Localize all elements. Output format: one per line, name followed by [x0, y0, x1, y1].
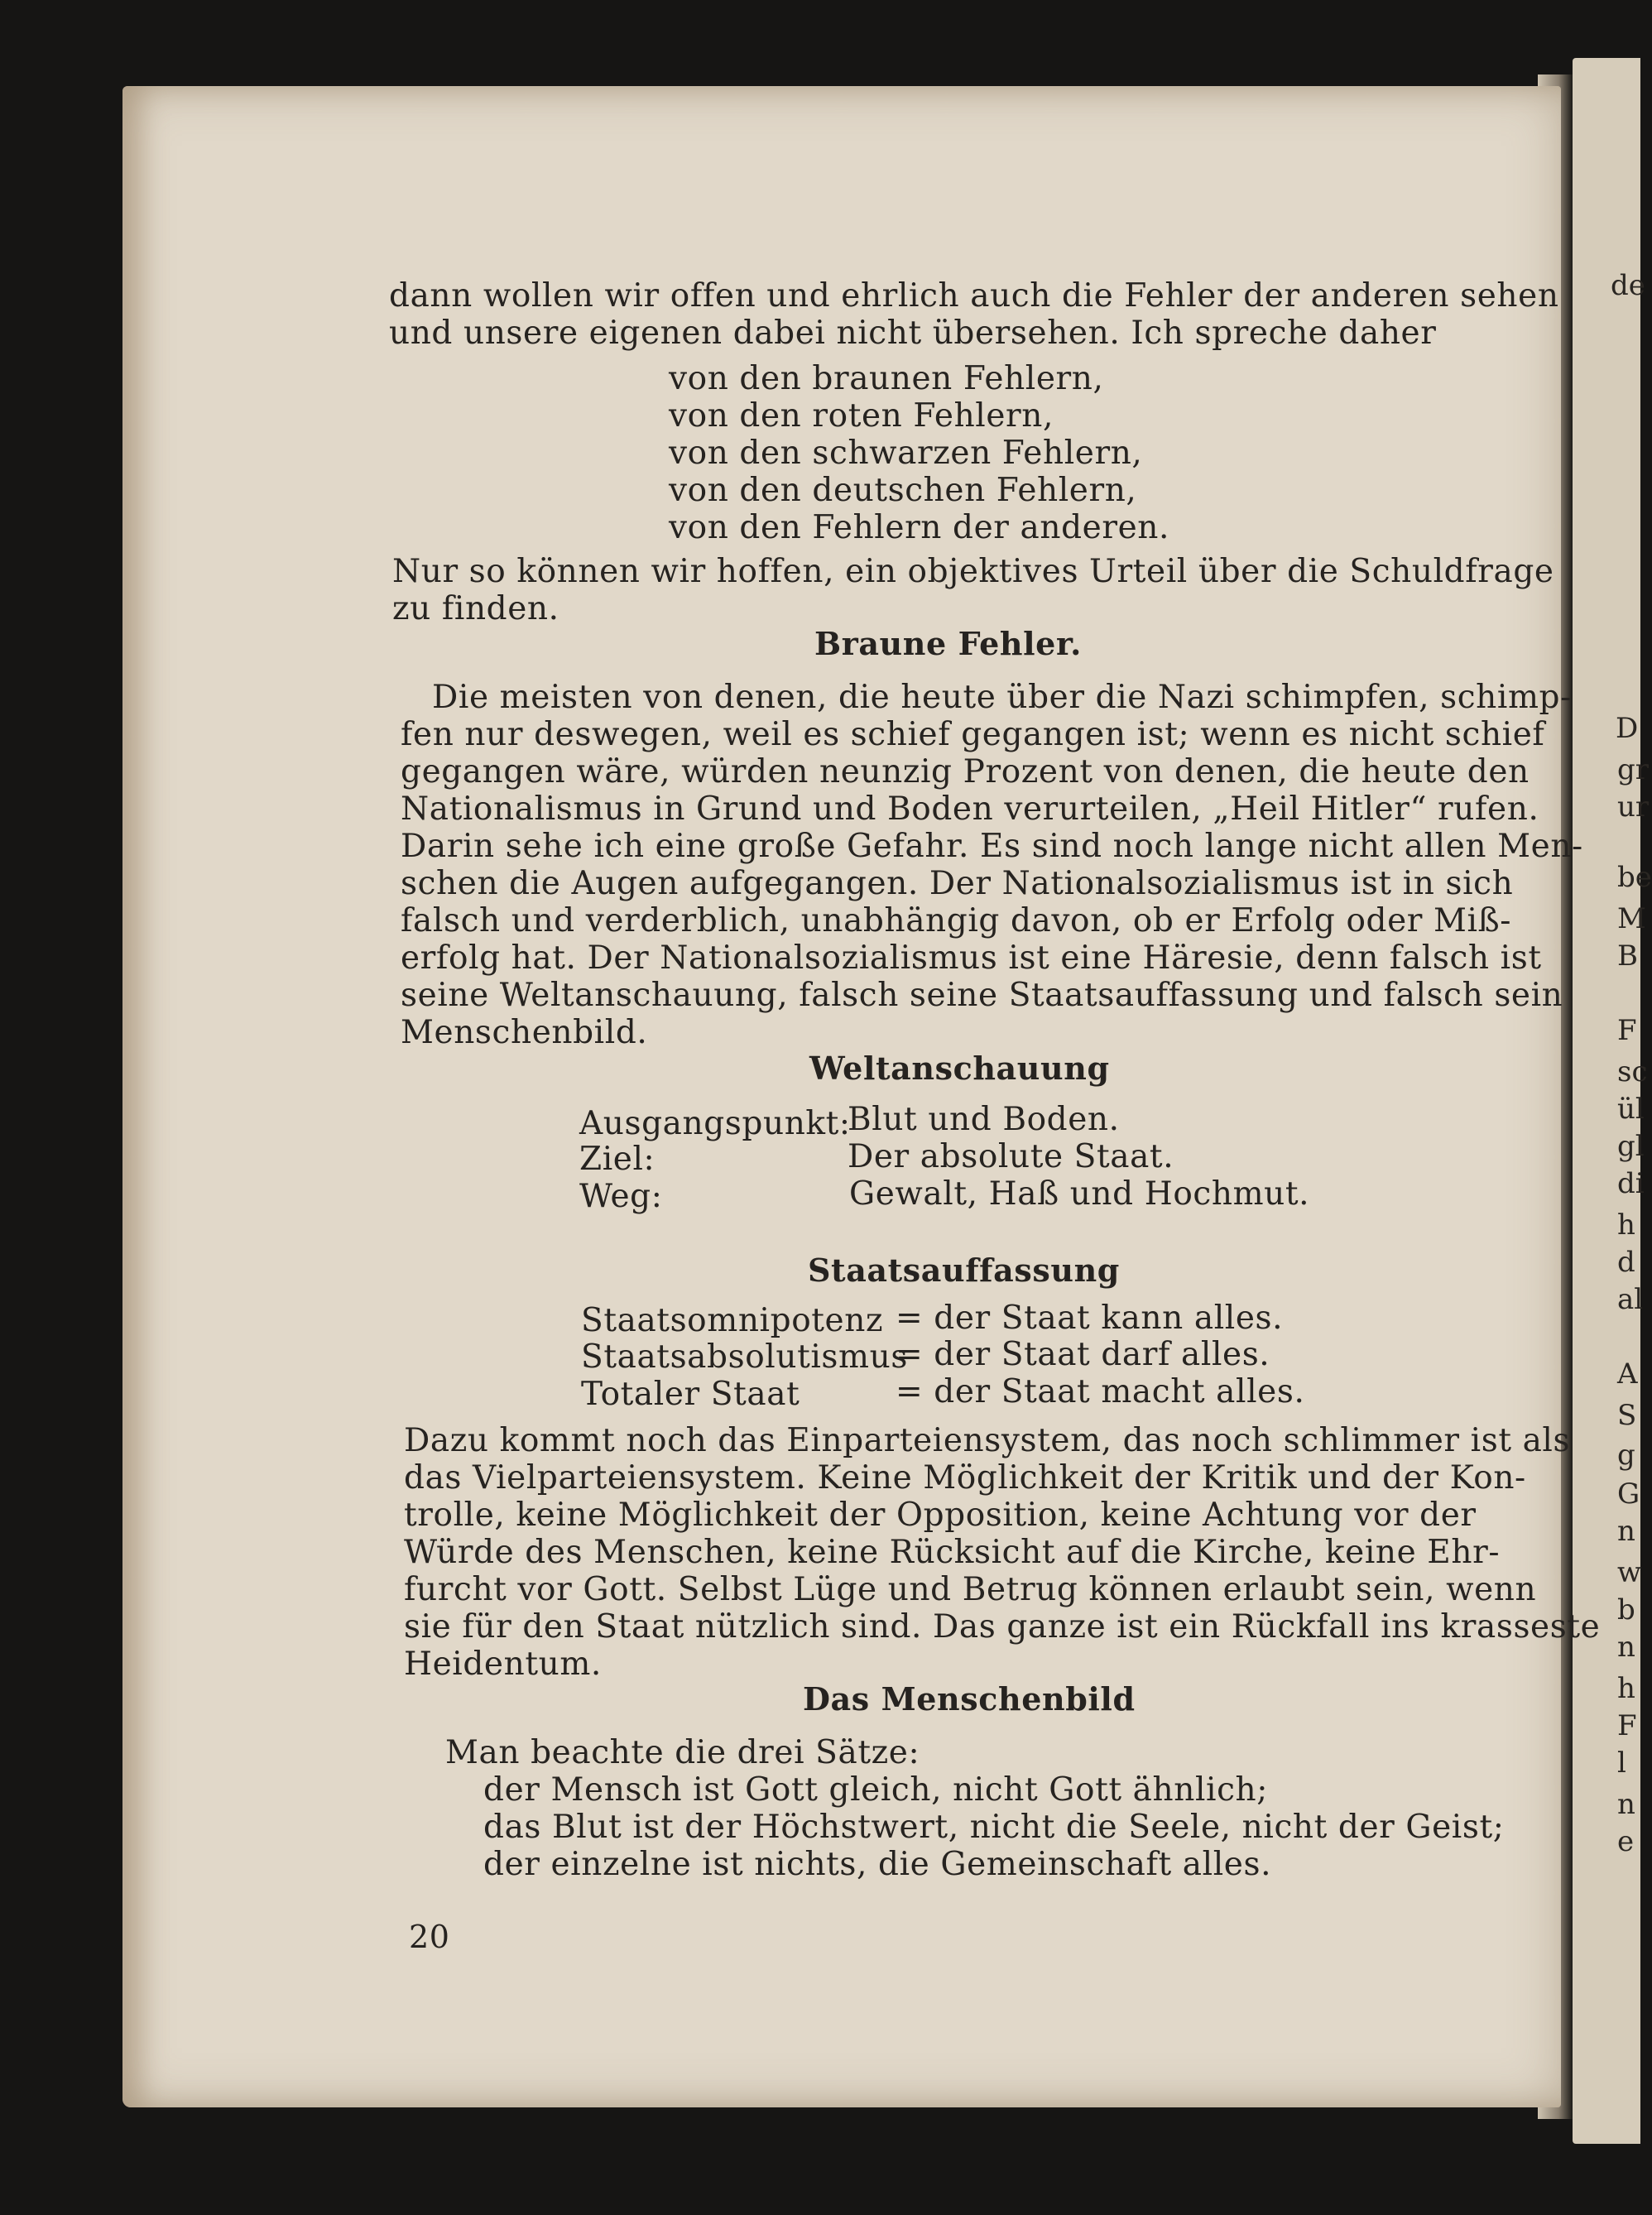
text-line: sie für den Staat nützlich sind. Das ganze ist ein Rückfall ins krasseste [404, 1608, 1601, 1646]
list-item: von den schwarzen Fehlern, [669, 435, 1143, 472]
adjacent-page-fragment: al [1617, 1283, 1644, 1316]
adjacent-page-fragment: di [1617, 1167, 1645, 1200]
text-line: schen die Augen aufgegangen. Der Nationalsozialismus ist in sich [401, 865, 1514, 902]
list-item: das Blut ist der Höchstwert, nicht die Seele, nicht der Geist; [483, 1809, 1505, 1846]
text-line: fen nur deswegen, weil es schief gegangen ist; wenn es nicht schief [401, 716, 1545, 753]
adjacent-page-fragment: de [1611, 269, 1645, 302]
adjacent-page-fragment: ur [1617, 790, 1650, 824]
adjacent-page-fragment: g [1617, 1439, 1635, 1472]
adjacent-page-fragment: n [1617, 1631, 1635, 1664]
text-line: Man beachte die drei Sätze: [445, 1734, 920, 1771]
definition-value: Gewalt, Haß und Hochmut. [849, 1175, 1310, 1213]
adjacent-page-fragment: S [1617, 1399, 1637, 1432]
section-heading-menschenbild: Das Menschenbild [803, 1680, 1136, 1718]
adjacent-page-fragment: d [1617, 1246, 1635, 1279]
list-item: von den braunen Fehlern, [669, 360, 1104, 397]
text-line: Darin sehe ich eine große Gefahr. Es sind noch lange nicht allen Men- [401, 828, 1583, 865]
adjacent-page-fragment: A [1617, 1357, 1638, 1391]
adjacent-page-fragment: gr [1617, 753, 1650, 786]
adjacent-page-fragment: n [1617, 1788, 1635, 1821]
text-line: trolle, keine Möglichkeit der Opposition, keine Achtung vor der [404, 1497, 1477, 1534]
adjacent-page-fragment: b [1617, 1593, 1635, 1626]
adjacent-page-fragment: e [1617, 1825, 1635, 1858]
text-line: Nur so können wir hoffen, ein objektives Urteil über die Schuldfrage [392, 553, 1554, 590]
adjacent-page-fragment: F [1617, 1709, 1637, 1742]
definition-label: Totaler Staat [581, 1376, 800, 1413]
adjacent-page-fragment: h [1617, 1208, 1635, 1242]
text-line: Die meisten von denen, die heute über die Nazi schimpfen, schimp- [432, 679, 1572, 716]
list-item: der einzelne ist nichts, die Gemeinschaft alles. [483, 1846, 1272, 1883]
adjacent-page-fragment: n [1617, 1515, 1635, 1548]
text-line: erfolg hat. Der Nationalsozialismus ist eine Häresie, denn falsch ist [401, 939, 1542, 977]
page-number: 20 [409, 1919, 450, 1955]
section-heading-braune-fehler: Braune Fehler. [814, 625, 1082, 662]
list-item: von den roten Fehlern, [669, 397, 1054, 435]
definition-value: = der Staat darf alles. [896, 1336, 1270, 1373]
text-line: das Vielparteiensystem. Keine Möglichkeit der Kritik und der Kon- [404, 1459, 1526, 1497]
adjacent-page-fragment: be [1617, 861, 1652, 894]
text-line: Heidentum. [404, 1646, 602, 1683]
definition-label: Ausgangspunkt: [579, 1105, 851, 1142]
list-item: von den deutschen Fehlern, [669, 472, 1137, 509]
definition-value: = der Staat kann alles. [896, 1300, 1284, 1337]
text-line: furcht vor Gott. Selbst Lüge und Betrug können erlaubt sein, wenn [404, 1571, 1537, 1608]
section-heading-staatsauffassung: Staatsauffassung [808, 1252, 1120, 1289]
definition-value: Blut und Boden. [848, 1101, 1120, 1138]
text-line: seine Weltanschauung, falsch seine Staatsauffassung und falsch sein [401, 977, 1563, 1014]
text-line: gegangen wäre, würden neunzig Prozent von denen, die heute den [401, 753, 1530, 790]
text-line: Menschenbild. [401, 1014, 648, 1051]
adjacent-page-fragment: l [1617, 1747, 1626, 1780]
text-line: Würde des Menschen, keine Rücksicht auf die Kirche, keine Ehr- [404, 1534, 1501, 1571]
text-line: Nationalismus in Grund und Boden verurteilen, „Heil Hitler“ rufen. [401, 790, 1539, 828]
text-line: dann wollen wir offen und ehrlich auch die Fehler der anderen sehen [389, 277, 1559, 315]
text-line: und unsere eigenen dabei nicht übersehen. Ich spreche daher [389, 315, 1437, 352]
definition-label: Staatsomnipotenz [581, 1302, 884, 1339]
text-line: Dazu kommt noch das Einparteiensystem, das noch schlimmer ist als [404, 1422, 1571, 1459]
adjacent-page-fragment: M [1617, 902, 1646, 935]
definition-label: Staatsabsolutismus [581, 1338, 908, 1376]
definition-label: Ziel: [579, 1141, 656, 1178]
adjacent-page-fragment: ül [1617, 1093, 1645, 1126]
adjacent-page-fragment: B [1617, 939, 1638, 973]
list-item: der Mensch ist Gott gleich, nicht Gott ähnlich; [483, 1771, 1268, 1809]
adjacent-page-fragment: sc [1617, 1055, 1648, 1088]
adjacent-page-fragment: F [1617, 1014, 1637, 1047]
definition-value: Der absolute Staat. [848, 1138, 1174, 1175]
text-line: zu finden. [392, 590, 559, 627]
adjacent-page-fragment: h [1617, 1672, 1635, 1705]
adjacent-page-fragment: w [1617, 1556, 1642, 1589]
list-item: von den Fehlern der anderen. [669, 509, 1169, 546]
definition-label: Weg: [579, 1178, 663, 1215]
definition-value: = der Staat macht alles. [896, 1373, 1305, 1410]
adjacent-page-fragment: D [1616, 712, 1639, 745]
adjacent-page-fragment: G [1617, 1477, 1640, 1511]
text-line: falsch und verderblich, unabhängig davon, ob er Erfolg oder Miß- [401, 902, 1512, 939]
adjacent-page-fragment: gl [1617, 1130, 1645, 1163]
section-heading-weltanschauung: Weltanschauung [809, 1050, 1110, 1087]
